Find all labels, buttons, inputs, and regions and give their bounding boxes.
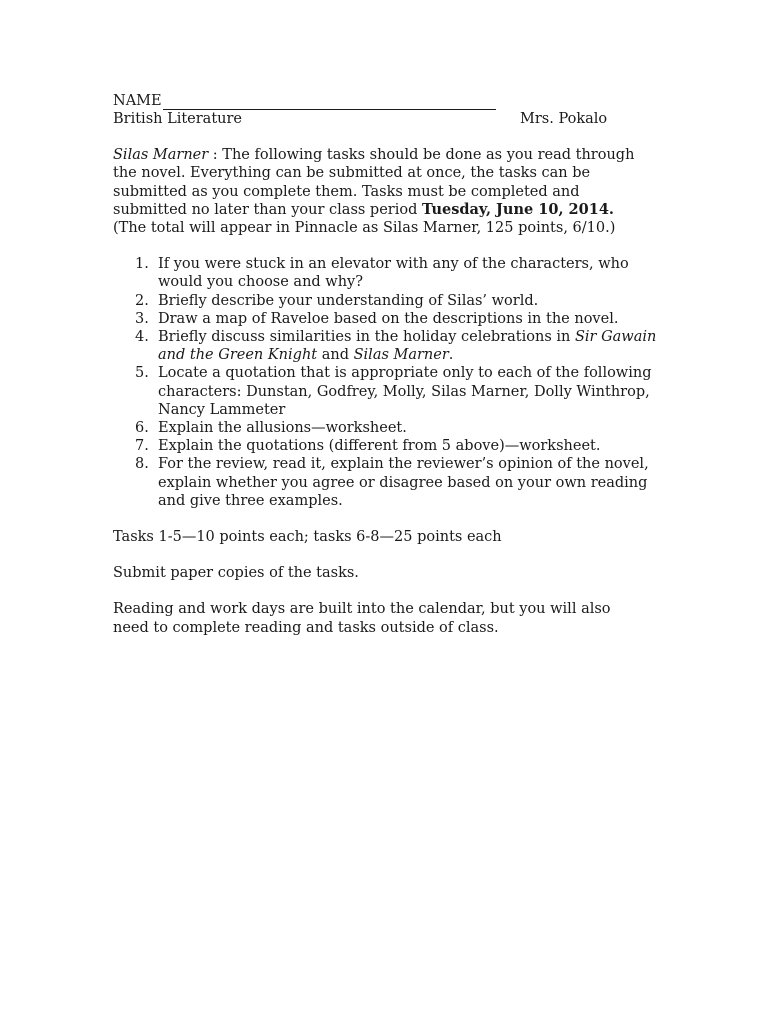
task-text: . (448, 347, 454, 364)
book-title: Silas Marner (113, 147, 209, 164)
task-text: If you were stuck in an elevator with any of the characters, who would you choose and why? (158, 256, 629, 291)
task-text: Explain the allusions—worksheet. (158, 420, 407, 437)
task-text: For the review, read it, explain the reviewer’s opinion of the novel, explain whether you agree or disagree based on your own reading and give three examples. (158, 456, 649, 509)
task-item (113, 310, 658, 328)
task-italic-title: Silas Marner (353, 347, 449, 364)
calendar-note: Reading and work days are built into the calendar, but you will also need to complete reading and tasks outside of class. (113, 601, 611, 636)
task-text: Draw a map of Raveloe based on the descriptions in the novel. (158, 310, 619, 327)
task-number: 3. (135, 310, 149, 327)
document-page (113, 92, 673, 637)
task-italic-title: Sir Gawain and the Green Knight (158, 329, 657, 364)
task-text: Explain the quotations (different from 5 above)—worksheet. (158, 438, 601, 455)
task-text: Briefly describe your understanding of Silas’ world. (158, 292, 539, 309)
task-number: 6. (135, 420, 149, 437)
intro-paragraph (113, 146, 638, 237)
task-number: 5. (135, 365, 149, 382)
task-item (113, 419, 658, 437)
name-label: NAME (113, 93, 162, 109)
task-number: 8. (135, 456, 149, 473)
intro-text-2: (The total will appear in Pinnacle as Silas Marner, 125 points, 6/10.) (113, 220, 616, 237)
task-item (113, 455, 658, 510)
points-note: Tasks 1-5—10 points each; tasks 6-8—25 points each (113, 529, 502, 546)
deadline: Tuesday, June 10, 2014. (422, 200, 614, 218)
task-item (113, 364, 658, 419)
name-blank-line (163, 93, 496, 110)
task-text: Locate a quotation that is appropriate only to each of the following characters: Dunstan, Godfrey, Molly, Silas Marner, Dolly Winthrop, Nancy Lammeter (158, 365, 652, 418)
task-number: 2. (135, 292, 149, 309)
submit-note: Submit paper copies of the tasks. (113, 565, 359, 582)
task-item (113, 437, 658, 455)
task-item (113, 255, 658, 291)
course-line (113, 110, 673, 128)
course-name: British Literature (113, 111, 243, 128)
task-text: Briefly discuss similarities in the holiday celebrations in (158, 329, 575, 346)
task-item (113, 328, 658, 364)
task-number: 4. (135, 329, 149, 346)
task-item (113, 292, 658, 310)
name-line (113, 92, 673, 110)
task-list (113, 255, 658, 510)
intro-text-1: The following tasks should be done as you read through the novel. Everything can be submitted at once, the tasks can be submitted as you complete them. Tasks must be completed and submitted no later than your class period (113, 147, 635, 218)
intro-separator: : (208, 147, 223, 164)
teacher-name: Mrs. Pokalo (520, 111, 608, 128)
task-number: 1. (135, 256, 149, 273)
task-text: and (317, 347, 354, 364)
task-number: 7. (135, 438, 149, 455)
